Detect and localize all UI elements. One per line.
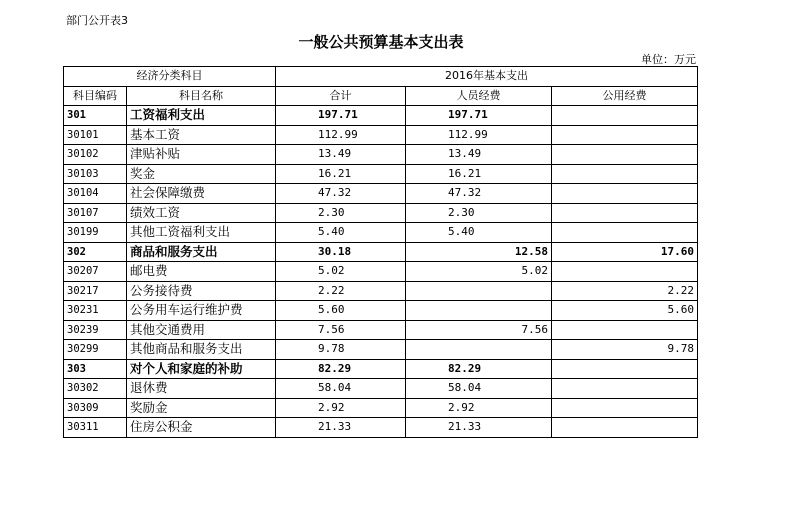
cell-public — [552, 145, 698, 165]
column-header-personnel: 人员经费 — [406, 86, 552, 106]
cell-code: 30311 — [64, 418, 127, 438]
cell-total: 30.18 — [276, 242, 406, 262]
cell-public: 5.60 — [552, 301, 698, 321]
cell-public — [552, 262, 698, 282]
cell-code: 303 — [64, 359, 127, 379]
cell-code: 30302 — [64, 379, 127, 399]
cell-name: 奖励金 — [127, 398, 276, 418]
cell-public — [552, 359, 698, 379]
cell-name: 商品和服务支出 — [127, 242, 276, 262]
cell-total: 2.30 — [276, 203, 406, 223]
cell-name: 对个人和家庭的补助 — [127, 359, 276, 379]
cell-total: 21.33 — [276, 418, 406, 438]
cell-code: 30207 — [64, 262, 127, 282]
cell-total: 112.99 — [276, 125, 406, 145]
cell-personnel: 16.21 — [406, 164, 552, 184]
cell-personnel: 82.29 — [406, 359, 552, 379]
cell-code: 30239 — [64, 320, 127, 340]
table-group-row — [64, 242, 698, 262]
cell-name: 住房公积金 — [127, 418, 276, 438]
table-row — [64, 125, 698, 145]
cell-personnel: 47.32 — [406, 184, 552, 204]
cell-name: 绩效工资 — [127, 203, 276, 223]
cell-total: 5.40 — [276, 223, 406, 243]
cell-total: 82.29 — [276, 359, 406, 379]
cell-public — [552, 164, 698, 184]
table-row — [64, 320, 698, 340]
cell-total: 47.32 — [276, 184, 406, 204]
cell-public — [552, 223, 698, 243]
cell-personnel: 197.71 — [406, 106, 552, 126]
cell-personnel — [406, 301, 552, 321]
cell-code: 302 — [64, 242, 127, 262]
cell-code: 30107 — [64, 203, 127, 223]
table-row — [64, 301, 698, 321]
column-header-code: 科目编码 — [64, 86, 127, 106]
table-header-row — [64, 86, 698, 106]
cell-name: 退休费 — [127, 379, 276, 399]
table-row — [64, 223, 698, 243]
table-row — [64, 398, 698, 418]
cell-code: 30101 — [64, 125, 127, 145]
cell-personnel: 13.49 — [406, 145, 552, 165]
cell-code: 30102 — [64, 145, 127, 165]
cell-code: 30231 — [64, 301, 127, 321]
cell-total: 9.78 — [276, 340, 406, 360]
cell-code: 30104 — [64, 184, 127, 204]
cell-personnel: 21.33 — [406, 418, 552, 438]
cell-name: 公务用车运行维护费 — [127, 301, 276, 321]
table-row — [64, 418, 698, 438]
column-header-total: 合计 — [276, 86, 406, 106]
column-header-name: 科目名称 — [127, 86, 276, 106]
cell-personnel: 112.99 — [406, 125, 552, 145]
cell-total: 7.56 — [276, 320, 406, 340]
cell-personnel: 2.30 — [406, 203, 552, 223]
cell-name: 奖金 — [127, 164, 276, 184]
table-group-row — [64, 106, 698, 126]
table-row — [64, 379, 698, 399]
cell-total: 5.60 — [276, 301, 406, 321]
cell-public: 9.78 — [552, 340, 698, 360]
cell-total: 2.22 — [276, 281, 406, 301]
cell-public: 17.60 — [552, 242, 698, 262]
budget-table — [63, 66, 698, 438]
cell-public: 2.22 — [552, 281, 698, 301]
table-header-group-row — [64, 67, 698, 87]
cell-name: 其他商品和服务支出 — [127, 340, 276, 360]
cell-name: 津贴补贴 — [127, 145, 276, 165]
cell-public — [552, 106, 698, 126]
cell-personnel: 5.40 — [406, 223, 552, 243]
cell-code: 30299 — [64, 340, 127, 360]
table-row — [64, 203, 698, 223]
cell-code: 30309 — [64, 398, 127, 418]
cell-personnel: 58.04 — [406, 379, 552, 399]
cell-name: 基本工资 — [127, 125, 276, 145]
cell-name: 邮电费 — [127, 262, 276, 282]
cell-total: 13.49 — [276, 145, 406, 165]
cell-code: 301 — [64, 106, 127, 126]
page-title: 一般公共预算基本支出表 — [298, 33, 464, 51]
table-row — [64, 281, 698, 301]
cell-total: 197.71 — [276, 106, 406, 126]
header-2016-basic-expenditure: 2016年基本支出 — [276, 67, 698, 87]
cell-total: 5.02 — [276, 262, 406, 282]
cell-public — [552, 320, 698, 340]
table-row — [64, 145, 698, 165]
cell-total: 58.04 — [276, 379, 406, 399]
cell-personnel: 7.56 — [406, 320, 552, 340]
cell-name: 工资福利支出 — [127, 106, 276, 126]
column-header-public: 公用经费 — [552, 86, 698, 106]
table-row — [64, 340, 698, 360]
cell-name: 其他工资福利支出 — [127, 223, 276, 243]
cell-total: 2.92 — [276, 398, 406, 418]
cell-name: 其他交通费用 — [127, 320, 276, 340]
cell-code: 30217 — [64, 281, 127, 301]
header-economic-category: 经济分类科目 — [64, 67, 276, 87]
cell-personnel: 5.02 — [406, 262, 552, 282]
cell-public — [552, 125, 698, 145]
cell-total: 16.21 — [276, 164, 406, 184]
cell-public — [552, 398, 698, 418]
cell-public — [552, 418, 698, 438]
cell-name: 公务接待费 — [127, 281, 276, 301]
document-corner-label: 部门公开表3 — [66, 14, 128, 27]
cell-personnel: 12.58 — [406, 242, 552, 262]
table-row — [64, 184, 698, 204]
cell-code: 30199 — [64, 223, 127, 243]
cell-personnel — [406, 281, 552, 301]
cell-public — [552, 184, 698, 204]
cell-personnel: 2.92 — [406, 398, 552, 418]
table-group-row — [64, 359, 698, 379]
unit-label: 单位：万元 — [641, 53, 696, 66]
cell-code: 30103 — [64, 164, 127, 184]
cell-public — [552, 203, 698, 223]
table-row — [64, 164, 698, 184]
cell-name: 社会保障缴费 — [127, 184, 276, 204]
table-row — [64, 262, 698, 282]
cell-personnel — [406, 340, 552, 360]
cell-public — [552, 379, 698, 399]
